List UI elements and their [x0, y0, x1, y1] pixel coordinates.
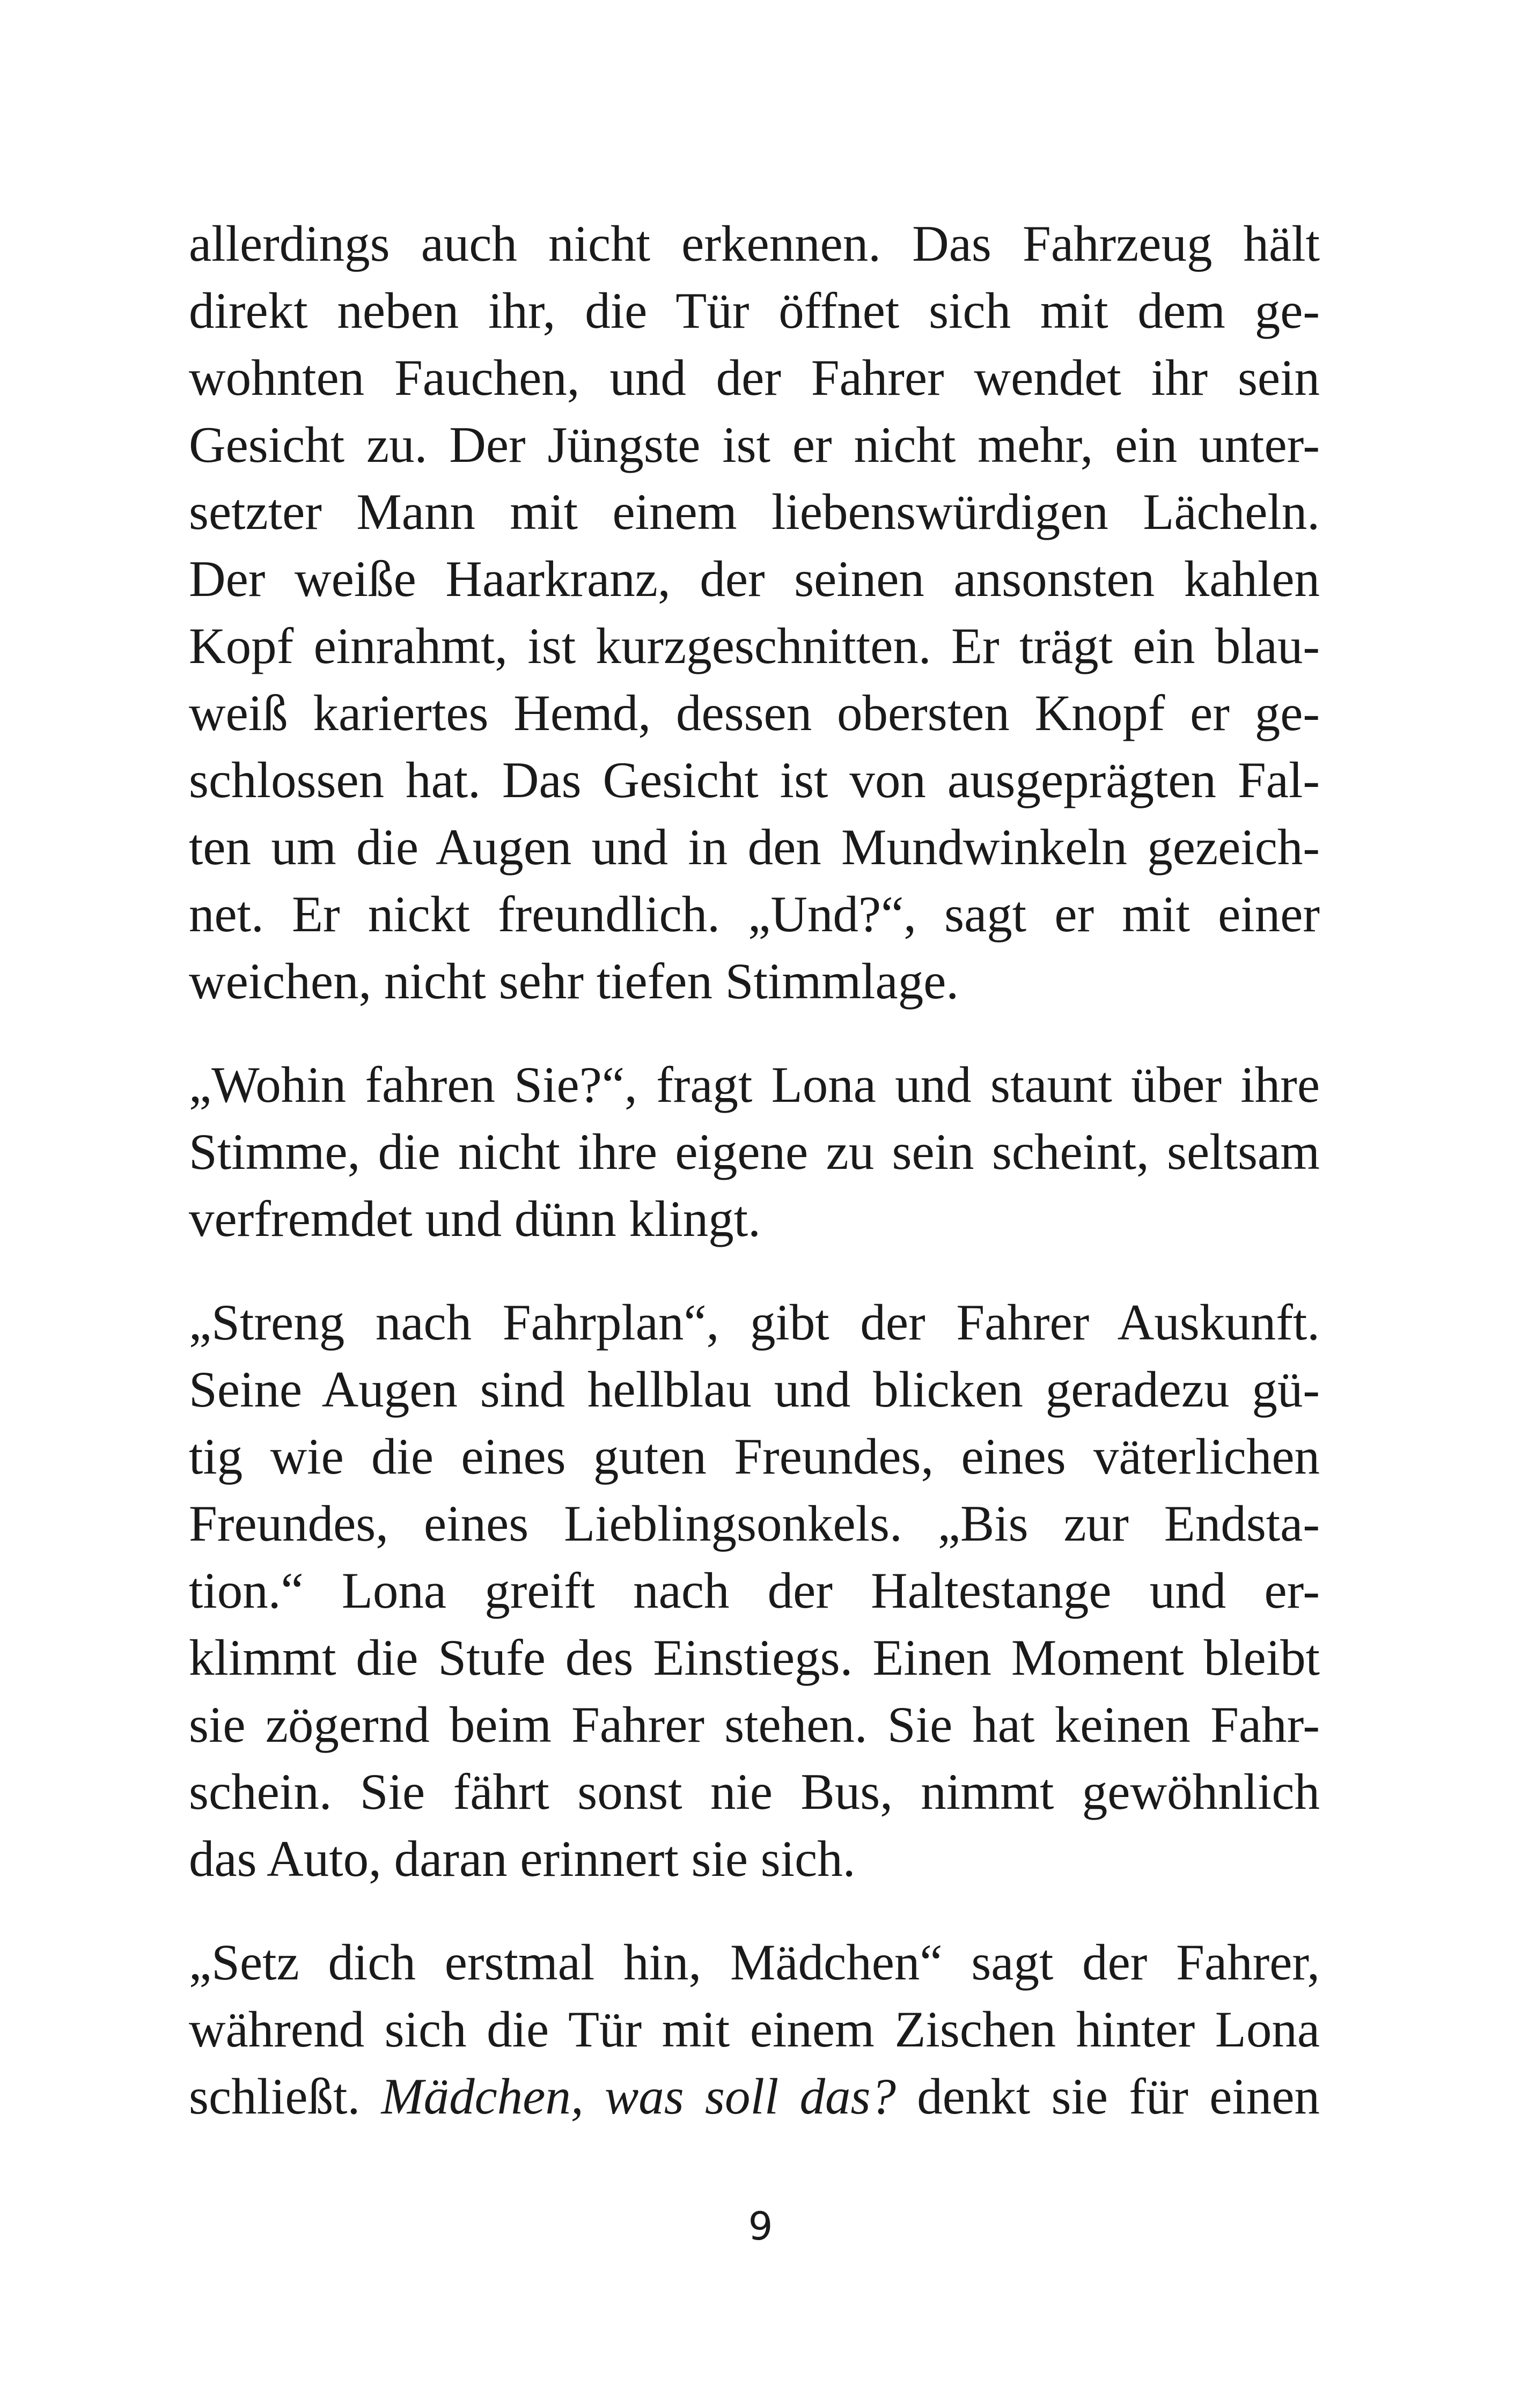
text-line [189, 210, 1320, 277]
text-segment: „Streng nach Fahrplan“, gibt der Fahrer Auskunft. [189, 1294, 1320, 1351]
text-line [189, 546, 1320, 613]
text-line [189, 1118, 1320, 1185]
text-segment: schein. Sie fährt sonst nie Bus, nimmt gewöhnlich [189, 1763, 1320, 1820]
text-segment: Der weiße Haarkranz, der seinen ansonsten kahlen [189, 550, 1320, 607]
text-line [189, 1929, 1320, 1996]
text-line [189, 1423, 1320, 1490]
text-line [189, 1758, 1320, 1825]
text-segment: verfremdet und dünn klingt. [189, 1190, 761, 1247]
text-segment: schließt. [189, 2068, 381, 2125]
body-text [189, 210, 1320, 2130]
text-line [189, 814, 1320, 881]
paragraph [189, 1289, 1320, 1892]
text-line [189, 747, 1320, 814]
text-segment: schlossen hat. Das Gesicht ist von ausgeprägten Fal- [189, 752, 1320, 808]
text-segment: setzter Mann mit einem liebenswürdigen Lächeln. [189, 483, 1320, 540]
text-line [189, 1691, 1320, 1758]
paragraph-gap [189, 1015, 1320, 1051]
text-line [189, 1356, 1320, 1423]
text-segment: Seine Augen sind hellblau und blicken geradezu gü- [189, 1361, 1320, 1418]
text-line [189, 344, 1320, 411]
paragraph [189, 1929, 1320, 2130]
text-segment: tig wie die eines guten Freundes, eines väterlichen [189, 1428, 1320, 1485]
text-line [189, 478, 1320, 546]
paragraph-gap [189, 1253, 1320, 1289]
text-segment: weiß kariertes Hemd, dessen obersten Knopf er ge- [189, 684, 1320, 741]
text-segment: denkt sie für einen [895, 2068, 1320, 2125]
text-segment: „Setz dich erstmal hin, Mädchen“ sagt der Fahrer, [189, 1934, 1320, 1991]
text-segment: direkt neben ihr, die Tür öffnet sich mit dem ge- [189, 282, 1320, 339]
text-segment: wohnten Fauchen, und der Fahrer wendet ihr sein [189, 349, 1320, 406]
text-segment: Freundes, eines Lieblingsonkels. „Bis zur Endsta- [189, 1495, 1320, 1552]
text-line [189, 881, 1320, 948]
text-segment: Kopf einrahmt, ist kurzgeschnitten. Er trägt ein blau- [189, 617, 1320, 674]
text-line [189, 411, 1320, 478]
paragraph [189, 1051, 1320, 1253]
text-line [189, 1996, 1320, 2063]
text-segment: sie zögernd beim Fahrer stehen. Sie hat keinen Fahr- [189, 1696, 1320, 1753]
paragraph-gap [189, 1892, 1320, 1929]
text-segment: tion.“ Lona greift nach der Haltestange und er- [189, 1562, 1320, 1619]
text-segment: klimmt die Stufe des Einstiegs. Einen Moment bleibt [189, 1629, 1320, 1686]
paragraph [189, 210, 1320, 1015]
text-segment: Gesicht zu. Der Jüngste ist er nicht mehr, ein unter- [189, 416, 1320, 473]
text-line [189, 1051, 1320, 1118]
text-segment: während sich die Tür mit einem Zischen hinter Lona [189, 2001, 1320, 2058]
text-segment: das Auto, daran erinnert sie sich. [189, 1830, 856, 1887]
text-line [189, 1557, 1320, 1624]
text-line [189, 1825, 1320, 1892]
text-line [189, 2063, 1320, 2130]
text-line [189, 1185, 1320, 1253]
text-line [189, 1490, 1320, 1557]
text-segment: weichen, nicht sehr tiefen Stimmlage. [189, 953, 959, 1010]
text-segment: „Wohin fahren Sie?“, fragt Lona und staunt über ihre [189, 1056, 1320, 1113]
text-segment: ten um die Augen und in den Mundwinkeln gezeich- [189, 819, 1320, 875]
text-segment: allerdings auch nicht erkennen. Das Fahrzeug hält [189, 215, 1320, 272]
text-segment: net. Er nickt freundlich. „Und?“, sagt er mit einer [189, 886, 1320, 942]
page-number: 9 [748, 2204, 773, 2249]
text-segment: Stimme, die nicht ihre eigene zu sein scheint, seltsam [189, 1123, 1320, 1180]
text-line [189, 948, 1320, 1015]
text-line [189, 1289, 1320, 1356]
text-line [189, 277, 1320, 344]
text-line [189, 613, 1320, 680]
text-line [189, 1624, 1320, 1691]
italic-text: Mädchen, was soll das? [381, 2068, 896, 2125]
text-line [189, 680, 1320, 747]
